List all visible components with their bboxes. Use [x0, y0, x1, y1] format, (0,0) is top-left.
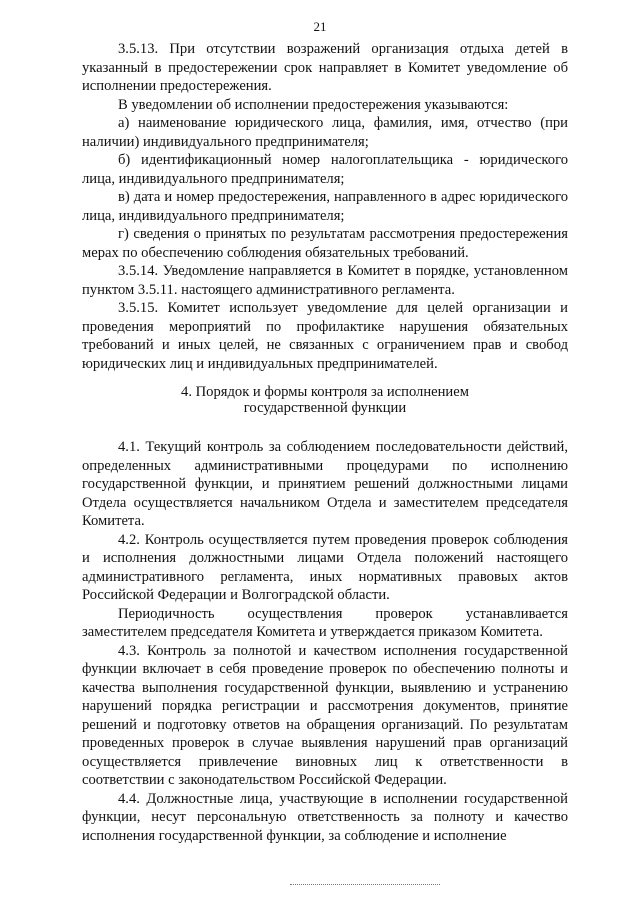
- section-heading-line-2: государственной функции: [243, 399, 407, 416]
- paragraph-3-5-13: 3.5.13. При отсутствии возражений организация отдыха детей в указанный в предостережении срок направляет в Комитет уведомление об исполнении предостережения.: [82, 41, 568, 94]
- paragraph-notice-intro: В уведомлении об исполнении предостережения указываются:: [118, 96, 509, 113]
- paragraph-item-a: а) наименование юридического лица, фамилия, имя, отчество (при наличии) индивидуального предпринимателя;: [82, 115, 568, 150]
- paragraph-3-5-14: 3.5.14. Уведомление направляется в Комитет в порядке, установленном пунктом 3.5.11. настоящего административного регламента.: [82, 263, 568, 298]
- paragraph-4-1: 4.1. Текущий контроль за соблюдением последовательности действий, определенных административными процедурами по исполнению государственной функции, и принятием решений должностными лицами Отдела осуществляется начальником Отдела и заместителем председателя Комитета.: [82, 439, 568, 529]
- page-number: 21: [313, 19, 327, 34]
- paragraph-4-2: 4.2. Контроль осуществляется путем проведения проверок соблюдения и исполнения должностными лицами Отдела положений настоящего административного регламента, иных нормативных правовых актов Российской Федерации и Волгоградской области.: [82, 531, 568, 603]
- section-heading-line-1: 4. Порядок и формы контроля за исполнением: [181, 384, 469, 400]
- paragraph-item-v: в) дата и номер предостережения, направленного в адрес юридического лица, индивидуального предпринимателя;: [82, 189, 568, 224]
- paragraph-3-5-15: 3.5.15. Комитет использует уведомление для целей организации и проведения мероприятий по профилактике нарушения обязательных требований и иных целей, не связанных с ограничением прав и свобод юридических лиц и индивидуальных предпринимателей.: [82, 300, 568, 372]
- paragraph-item-g: г) сведения о принятых по результатам рассмотрения предостережения мерах по обеспечению соблюдения обязательных требований.: [82, 226, 568, 261]
- paragraph-item-b: б) идентификационный номер налогоплательщика - юридического лица, индивидуального предпринимателя;: [82, 152, 568, 187]
- scan-artifact-line: [290, 884, 440, 886]
- paragraph-4-3: 4.3. Контроль за полнотой и качеством исполнения государственной функции включает в себя проведение проверок по обеспечению полноты и качества выполнения государственной функции, выявлению и устранению нарушений порядка регистрации и рассмотрения документов, принятие решений и подготовку ответов на обращения организаций. По результатам проведенных проверок в случае выявления нарушений прав организаций осуществляется привлечение виновных лиц к ответственности в соответствии с законодательством Российской Федерации.: [82, 642, 568, 788]
- paragraph-4-4: 4.4. Должностные лица, участвующие в исполнении государственной функции, несут персональную ответственность за полноту и качество исполнения государственной функции, за соблюдение и исполнение: [82, 790, 568, 844]
- document-body: [82, 40, 568, 845]
- paragraph-periodicity: Периодичность осуществления проверок устанавливается заместителем председателя Комитета и утверждается приказом Комитета.: [82, 605, 568, 640]
- section-heading: [82, 385, 568, 416]
